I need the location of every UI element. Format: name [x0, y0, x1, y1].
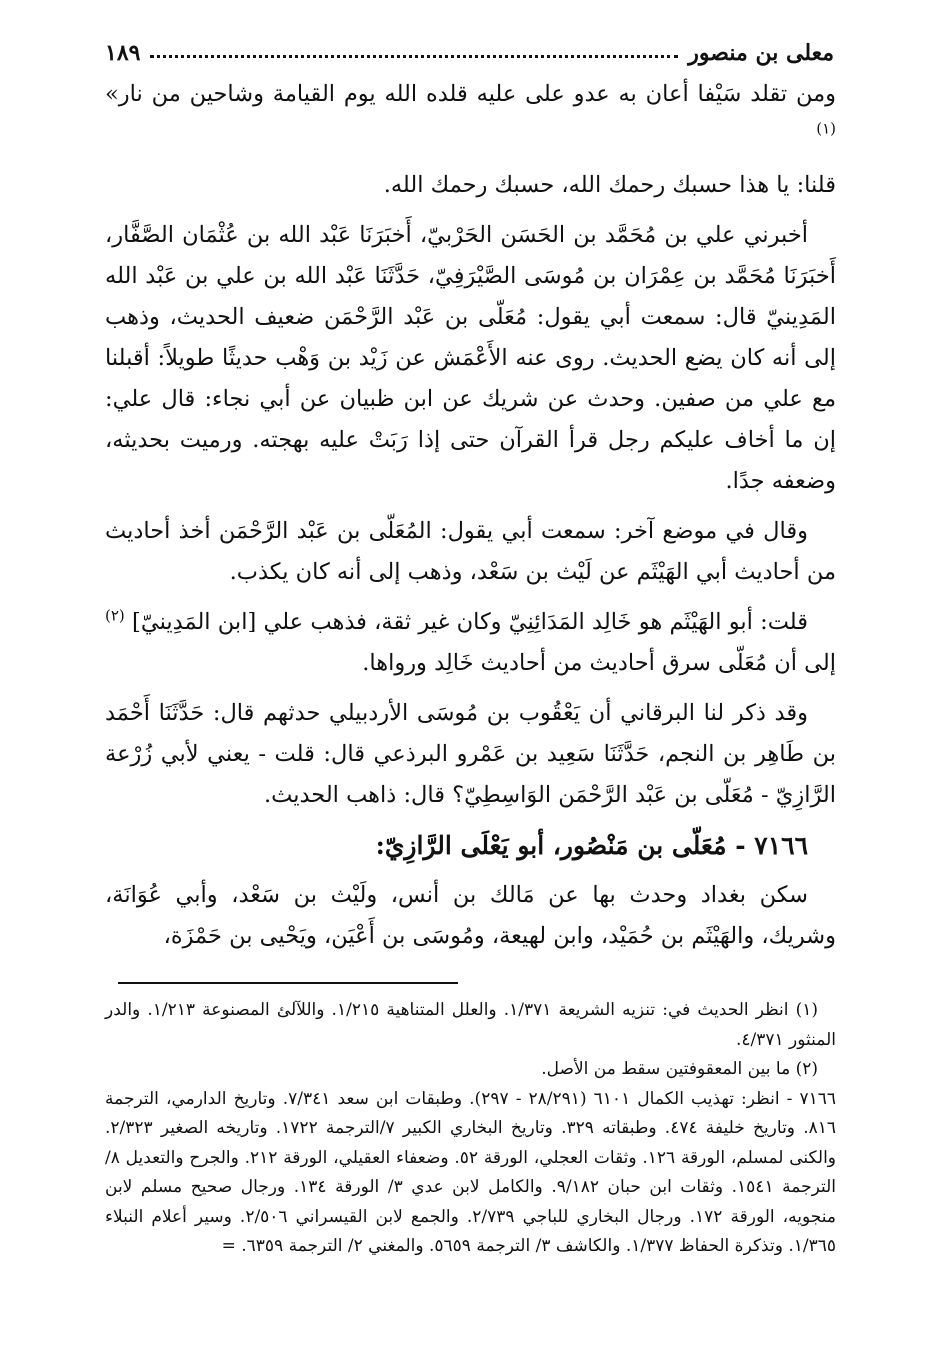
page-number: ١٨٩ — [105, 40, 141, 66]
paragraph: أخبرني علي بن مُحَمَّد بن الحَسَن الحَرْبيّ، أَخبَرَنَا عَبْد الله بن عُثْمَان الصَّفَّار، أَخبَرَنَا مُحَمَّد بن عِمْرَان بن مُوسَى الصَّيْرَفِيّ، حَدَّثَنَا عَبْد الله بن علي بن عَبْد الله المَدِينيّ قال: سمعت أبي يقول: مُعَلّى بن عَبْد الرَّحْمَن ضعيف الحديث، وذهب إلى أنه كان يضع الحديث. روى عنه الأَعْمَش عن زَيْد بن وَهْب حديثًا طويلاً: أقبلنا مع علي من صفين. وحدث عن شريك عن ابن ظبيان عن أبي نجاء: قال علي: إن ما أخاف عليكم رجل قرأ القرآن حتى إذا رَبَتْ عليه بهجته. ورميت بحديثه، وضعفه جدًا. — [105, 222, 836, 494]
paragraph — [105, 602, 836, 684]
entry-heading: ٧١٦٦ - مُعَلّى بن مَنْصُور، أبو يَعْلَى الرَّازِيّ: — [375, 831, 808, 860]
paragraph — [105, 74, 836, 156]
footnote-separator — [118, 982, 458, 984]
main-text — [105, 74, 836, 966]
paragraph-text: إلى أن مُعَلّى سرق أحاديث من أحاديث خَالِد ورواها. — [362, 650, 836, 676]
footnote-reference: (٢) — [105, 606, 125, 625]
paragraph-text: قلت: أبو الهَيْثَم هو خَالِد المَدَائِنِيّ وكان غير ثقة، فذهب علي [ابن المَدِينيّ] — [132, 609, 809, 635]
paragraph: وقال في موضع آخر: سمعت أبي يقول: المُعَلّى بن عَبْد الرَّحْمَن أخذ أحاديث من أحاديث أبي الهَيْثَم عن لَيْث بن سَعْد، وذهب إلى أنه كان يكذب. — [105, 518, 836, 585]
footnote-reference: (١) — [816, 119, 836, 138]
footnotes — [105, 996, 836, 1262]
paragraph: قلنا: يا هذا حسبك رحمك الله، حسبك رحمك الله. — [383, 172, 836, 198]
paragraph-text: ومن تقلد سَيْفا أعان به عدو على عليه قلده الله يوم القيامة وشاحين من نار» — [105, 81, 836, 107]
footnote: (١) انظر الحديث في: تنزيه الشريعة ١/٣٧١. والعلل المتناهية ١/٢١٥. واللآلئ المصنوعة ١/٢١٣. والدر المنثور ٤/٣٧١. — [105, 1000, 836, 1050]
footnote: ٧١٦٦ - انظر: تهذيب الكمال ٦١٠١ (٢٨/٢٩١ - ٢٩٧). وطبقات ابن سعد ٧/٣٤١. وتاريخ الدارمي، الترجمة ٨١٦. وتاريخ خليفة ٤٧٤. وطبقاته ٣٢٩. وتاريخ البخاري الكبير ٧/الترجمة ١٧٢٢. وتاريخه الصغير ٢/٣٢٣. والكنى لمسلم، الورقة ١٢٦. وثقات العجلي، الورقة ٥٢. وضعفاء العقيلي، الورقة ٢١٢. والجرح والتعديل ٨/ الترجمة ١٥٤١. وثقات ابن حبان ٩/١٨٢. والكامل لابن عدي ٣/ الورقة ١٣٤. ورجال صحيح مسلم لابن منجويه، الورقة ١٧٢. ورجال البخاري للباجي ٢/٧٣٩. والجمع لابن القيسراني ٢/٥٠٦. وسير أعلام النبلاء ١/٣٦٥. وتذكرة الحفاظ ١/٣٧٧. والكاشف ٣/ الترجمة ٥٦٥٩. والمغني ٢/ الترجمة ٦٣٥٩. = — [105, 1088, 837, 1256]
paragraph: وقد ذكر لنا البرقاني أن يَعْقُوب بن مُوسَى الأردبيلي حدثهم قال: حَدَّثَنَا أَحْمَد بن طَاهِر بن النجم، حَدَّثَنَا سَعِيد بن عَمْرو البرذعي قال: قلت - يعني لأبي زُرْعة الرَّازِيّ - مُعَلّى بن عَبْد الرَّحْمَن الوَاسِطِيّ؟ قال: ذاهب الحديث. — [105, 700, 836, 808]
page-header — [105, 30, 834, 66]
footnote: (٢) ما بين المعقوفتين سقط من الأصل. — [541, 1059, 818, 1079]
paragraph: سكن بغداد وحدث بها عن مَالك بن أنس، ولَيْث بن سَعْد، وأبي عُوَانَة، وشريك، والهَيْثَم بن حُمَيْد، وابن لهيعة، ومُوسَى بن أَعْيَن، ويَحْيى بن حَمْزَة، — [105, 882, 836, 949]
running-title: معلى بن منصور — [688, 40, 834, 66]
header-dot-leader — [150, 55, 678, 58]
